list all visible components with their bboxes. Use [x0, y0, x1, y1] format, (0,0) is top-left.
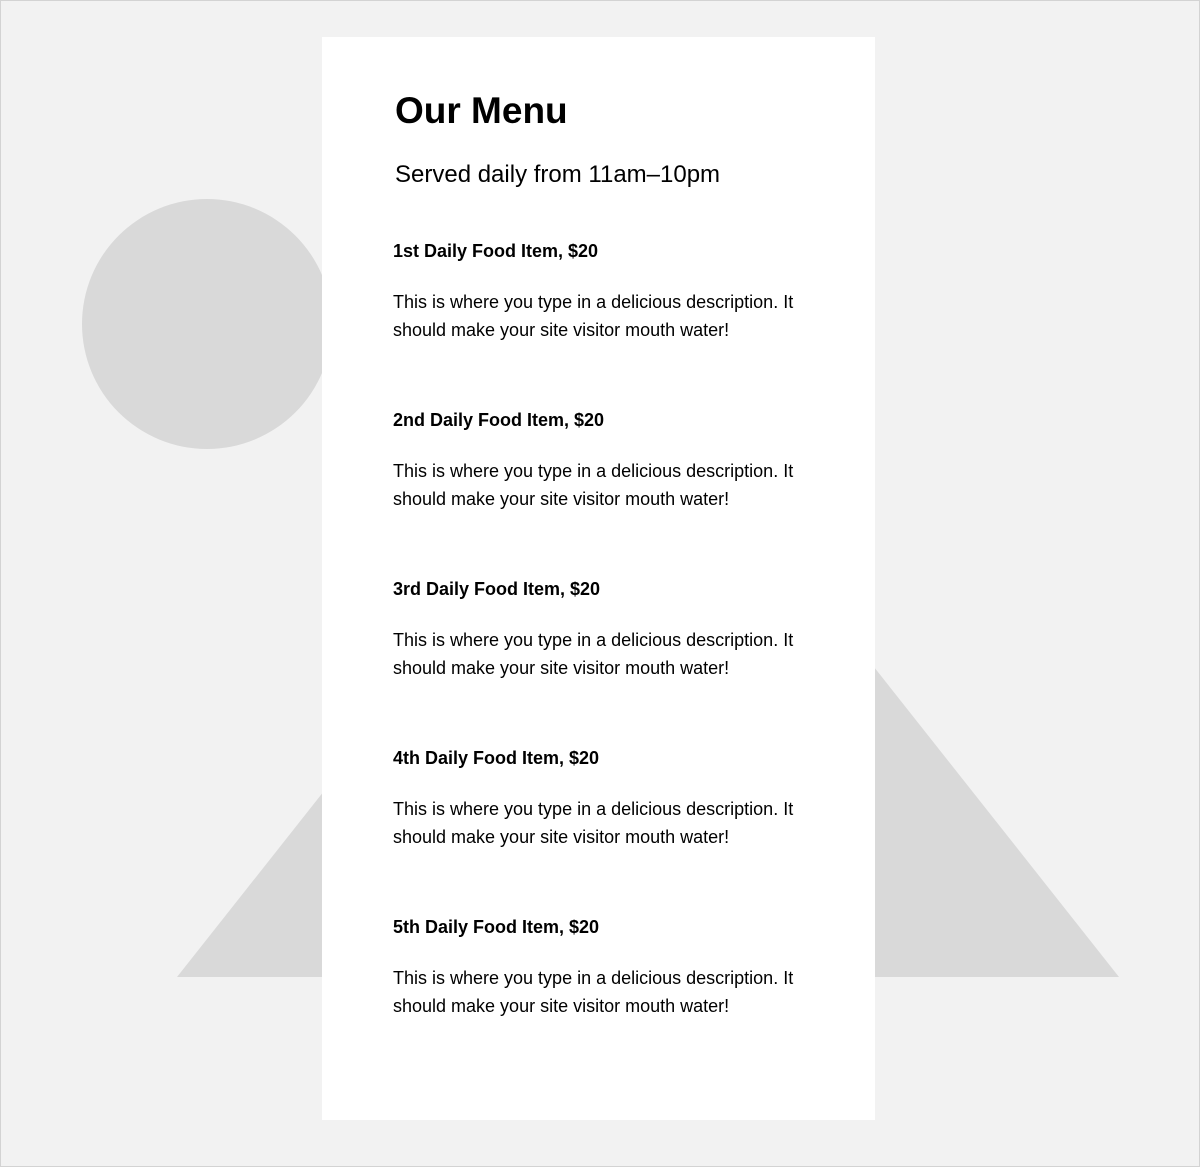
- background-circle-shape: [82, 199, 332, 449]
- menu-card: [322, 37, 875, 1120]
- menu-item-name: 1st Daily Food Item, $20: [393, 241, 599, 261]
- menu-item: [393, 913, 823, 1082]
- menu-item-description: This is where you type in a delicious description. It should make your site visitor mouth water!: [393, 461, 794, 509]
- menu-item: [393, 744, 823, 913]
- menu-item-description: This is where you type in a delicious description. It should make your site visitor mouth water!: [393, 292, 794, 340]
- menu-item-name: 4th Daily Food Item, $20: [393, 748, 600, 768]
- menu-item-name: 5th Daily Food Item, $20: [393, 917, 600, 937]
- menu-item-description: This is where you type in a delicious description. It should make your site visitor mouth water!: [393, 968, 794, 1016]
- menu-item: [393, 575, 823, 744]
- menu-item-description: This is where you type in a delicious description. It should make your site visitor mouth water!: [393, 630, 794, 678]
- menu-item-name: 2nd Daily Food Item, $20: [393, 410, 605, 430]
- menu-item: [393, 237, 823, 406]
- menu-item-description: This is where you type in a delicious description. It should make your site visitor mouth water!: [393, 799, 794, 847]
- menu-item-list: [393, 237, 823, 1082]
- menu-title: Our Menu: [395, 90, 568, 131]
- menu-item: [393, 406, 823, 575]
- menu-subtitle: Served daily from 11am–10pm: [395, 161, 721, 188]
- menu-item-name: 3rd Daily Food Item, $20: [393, 579, 601, 599]
